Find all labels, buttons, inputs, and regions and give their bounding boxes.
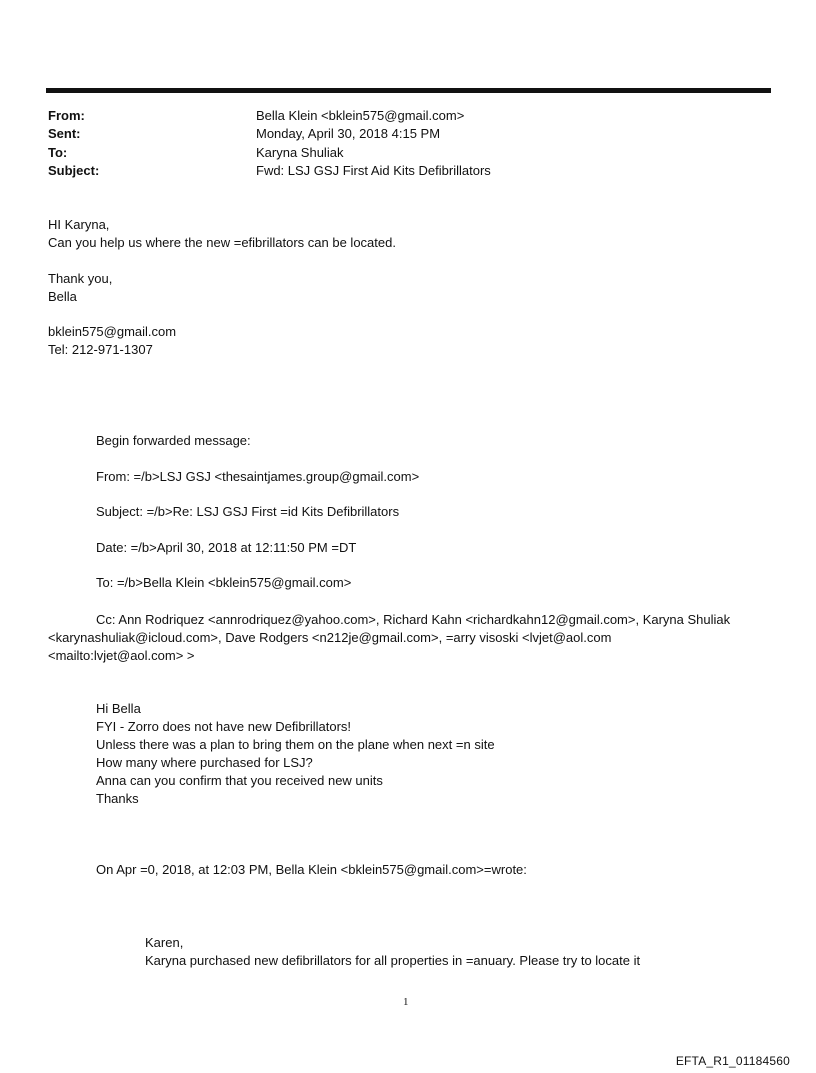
quote-line: Karyna purchased new defibrillators for all properties in =anuary. Please try to locate it — [145, 953, 641, 968]
reply-line: How many where purchased for LSJ? — [96, 755, 313, 770]
subject-value: Fwd: LSJ GSJ First Aid Kits Defibrillators — [256, 163, 491, 178]
greeting: HI Karyna, — [48, 217, 110, 232]
sign-off: Thank you, — [48, 271, 113, 286]
to-value: Karyna Shuliak — [256, 145, 344, 160]
reply-line: Hi Bella — [96, 701, 141, 716]
signature-email: bklein575@gmail.com — [48, 324, 177, 339]
to-label: To: — [48, 145, 68, 160]
reply-line: FYI - Zorro does not have new Defibrillators! — [96, 719, 352, 734]
forward-to: To: =/b>Bella Klein <bklein575@gmail.com> — [96, 575, 352, 590]
reply-line: Unless there was a plan to bring them on the plane when next =n site — [96, 737, 495, 752]
from-value: Bella Klein <bklein575@gmail.com> — [256, 108, 465, 123]
sent-label: Sent: — [48, 126, 81, 141]
forward-cc-cont: <karynashuliak@icloud.com>, Dave Rodgers <n212je@gmail.com>, =arry visoski <lvjet@aol.com — [48, 630, 612, 645]
reply-line: Thanks — [96, 791, 139, 806]
forward-subject: Subject: =/b>Re: LSJ GSJ First =id Kits Defibrillators — [96, 504, 400, 519]
from-label: From: — [48, 108, 85, 123]
forward-cc-cont: <mailto:lvjet@aol.com> > — [48, 648, 195, 663]
forward-cc: Cc: Ann Rodriquez <annrodriquez@yahoo.com>, Richard Kahn <richardkahn12@gmail.com>, Karyna Shuliak — [96, 612, 731, 627]
sent-value: Monday, April 30, 2018 4:15 PM — [256, 126, 441, 141]
document-id: EFTA_R1_01184560 — [675, 1054, 790, 1068]
body-line: Can you help us where the new =efibrillators can be located. — [48, 235, 396, 250]
forward-intro: Begin forwarded message: — [96, 433, 251, 448]
subject-label: Subject: — [48, 163, 100, 178]
forward-date: Date: =/b>April 30, 2018 at 12:11:50 PM =DT — [96, 540, 357, 555]
header-divider — [46, 88, 771, 93]
signature-phone: Tel: 212-971-1307 — [48, 342, 153, 357]
page-number: 1 — [403, 996, 409, 1008]
forward-from: From: =/b>LSJ GSJ <thesaintjames.group@gmail.com> — [96, 469, 420, 484]
quote-attribution: On Apr =0, 2018, at 12:03 PM, Bella Klein <bklein575@gmail.com>=wrote: — [96, 862, 527, 877]
reply-line: Anna can you confirm that you received new units — [96, 773, 383, 788]
sender-name: Bella — [48, 289, 77, 304]
quote-line: Karen, — [145, 935, 184, 950]
